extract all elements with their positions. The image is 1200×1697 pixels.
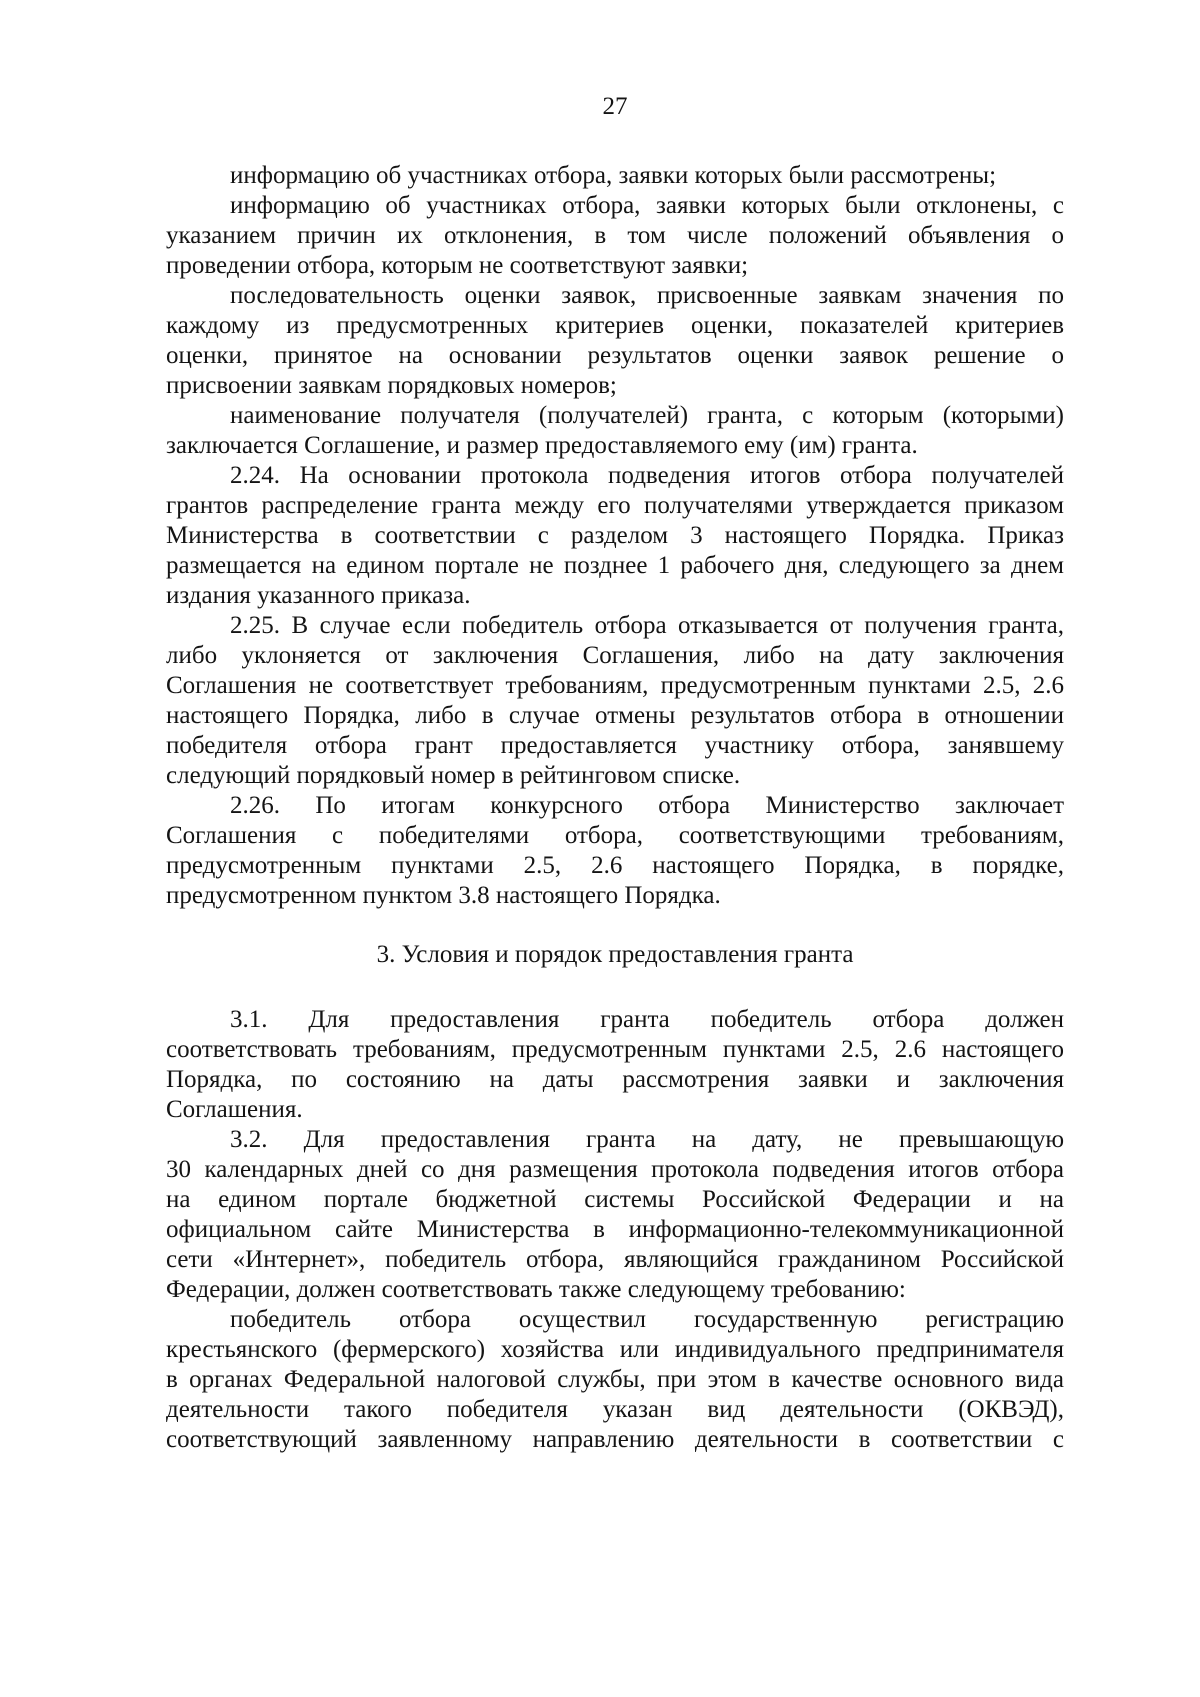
text-line: грантов распределение гранта между его получателями утверждается приказом [166, 492, 1064, 519]
text-line: предусмотренном пунктом 3.8 настоящего Порядка. [166, 882, 721, 909]
text-line: размещается на едином портале не позднее 1 рабочего дня, следующего за днем [166, 552, 1064, 579]
text-line: проведении отбора, которым не соответствуют заявки; [166, 252, 749, 279]
text-line: предусмотренным пунктами 2.5, 2.6 настоящего Порядка, в порядке, [166, 852, 1064, 879]
text-line: 30 календарных дней со дня размещения протокола подведения итогов отбора [166, 1156, 1064, 1183]
text-line: победитель отбора осуществил государственную регистрацию [230, 1306, 1064, 1333]
clause-3-1 [166, 1005, 1064, 1125]
text-line: Соглашения не соответствует требованиям, предусмотренным пунктами 2.5, 2.6 [166, 672, 1064, 699]
text-line: указанием причин их отклонения, в том числе положений объявления о [166, 222, 1064, 249]
clause-3-2-requirement [166, 1305, 1064, 1455]
clause-2-24 [166, 461, 1064, 611]
text-line: официальном сайте Министерства в информационно-телекоммуникационной [166, 1216, 1064, 1243]
clause-2-26 [166, 791, 1064, 911]
text-line: последовательность оценки заявок, присвоенные заявкам значения по [230, 282, 1064, 309]
text-line: на едином портале бюджетной системы Российской Федерации и на [166, 1186, 1064, 1213]
text-line: 2.24. На основании протокола подведения итогов отбора получателей [230, 462, 1064, 489]
text-line: либо уклоняется от заключения Соглашения, либо на дату заключения [166, 642, 1064, 669]
paragraph-grant-recipient [166, 401, 1064, 461]
paragraph-considered-applicants [166, 161, 1064, 191]
text-line: деятельности такого победителя указан вид деятельности (ОКВЭД), [166, 1396, 1064, 1423]
text-line: настоящего Порядка, либо в случае отмены результатов отбора в отношении [166, 702, 1064, 729]
text-line: наименование получателя (получателей) гранта, с которым (которыми) [230, 402, 1064, 429]
text-line: издания указанного приказа. [166, 582, 471, 609]
section-heading: 3. Условия и порядок предоставления гранта [376, 941, 854, 968]
paragraph-rejected-applicants [166, 191, 1064, 281]
text-line: соответствовать требованиям, предусмотренным пунктами 2.5, 2.6 настоящего [166, 1036, 1064, 1063]
page-number: 27 [602, 93, 628, 120]
text-line: Министерства в соответствии с разделом 3 настоящего Порядка. Приказ [166, 522, 1064, 549]
text-line: Соглашения с победителями отбора, соответствующими требованиям, [166, 822, 1064, 849]
document-body [166, 161, 1064, 1455]
text-line: заключается Соглашение, и размер предоставляемого ему (им) гранта. [166, 432, 918, 459]
text-line: оценки, принятое на основании результатов оценки заявок решение о [166, 342, 1064, 369]
text-line: Соглашения. [166, 1096, 303, 1123]
text-line: победителя отбора грант предоставляется участнику отбора, занявшему [166, 732, 1064, 759]
text-line: сети «Интернет», победитель отбора, являющийся гражданином Российской [166, 1246, 1064, 1273]
text-line: 3.2. Для предоставления гранта на дату, не превышающую [230, 1126, 1064, 1153]
text-line: 2.25. В случае если победитель отбора отказывается от получения гранта, [230, 612, 1064, 639]
text-line: в органах Федеральной налоговой службы, при этом в качестве основного вида [166, 1366, 1064, 1393]
text-line: Порядка, по состоянию на даты рассмотрения заявки и заключения [166, 1066, 1064, 1093]
text-line: 2.26. По итогам конкурсного отбора Министерство заключает [230, 792, 1064, 819]
clause-2-25 [166, 611, 1064, 791]
paragraph-evaluation-sequence [166, 281, 1064, 401]
clause-3-2 [166, 1125, 1064, 1305]
text-line: соответствующий заявленному направлению деятельности в соответствии с [166, 1426, 1064, 1453]
text-line: крестьянского (фермерского) хозяйства или индивидуального предпринимателя [166, 1336, 1064, 1363]
text-line: информацию об участниках отбора, заявки которых были рассмотрены; [230, 162, 997, 189]
text-line: следующий порядковый номер в рейтинговом списке. [166, 762, 741, 789]
text-line: Федерации, должен соответствовать также следующему требованию: [166, 1276, 906, 1303]
text-line: 3.1. Для предоставления гранта победитель отбора должен [230, 1006, 1064, 1033]
text-line: каждому из предусмотренных критериев оценки, показателей критериев [166, 312, 1064, 339]
text-line: присвоении заявкам порядковых номеров; [166, 372, 617, 399]
text-line: информацию об участниках отбора, заявки которых были отклонены, с [230, 192, 1064, 219]
